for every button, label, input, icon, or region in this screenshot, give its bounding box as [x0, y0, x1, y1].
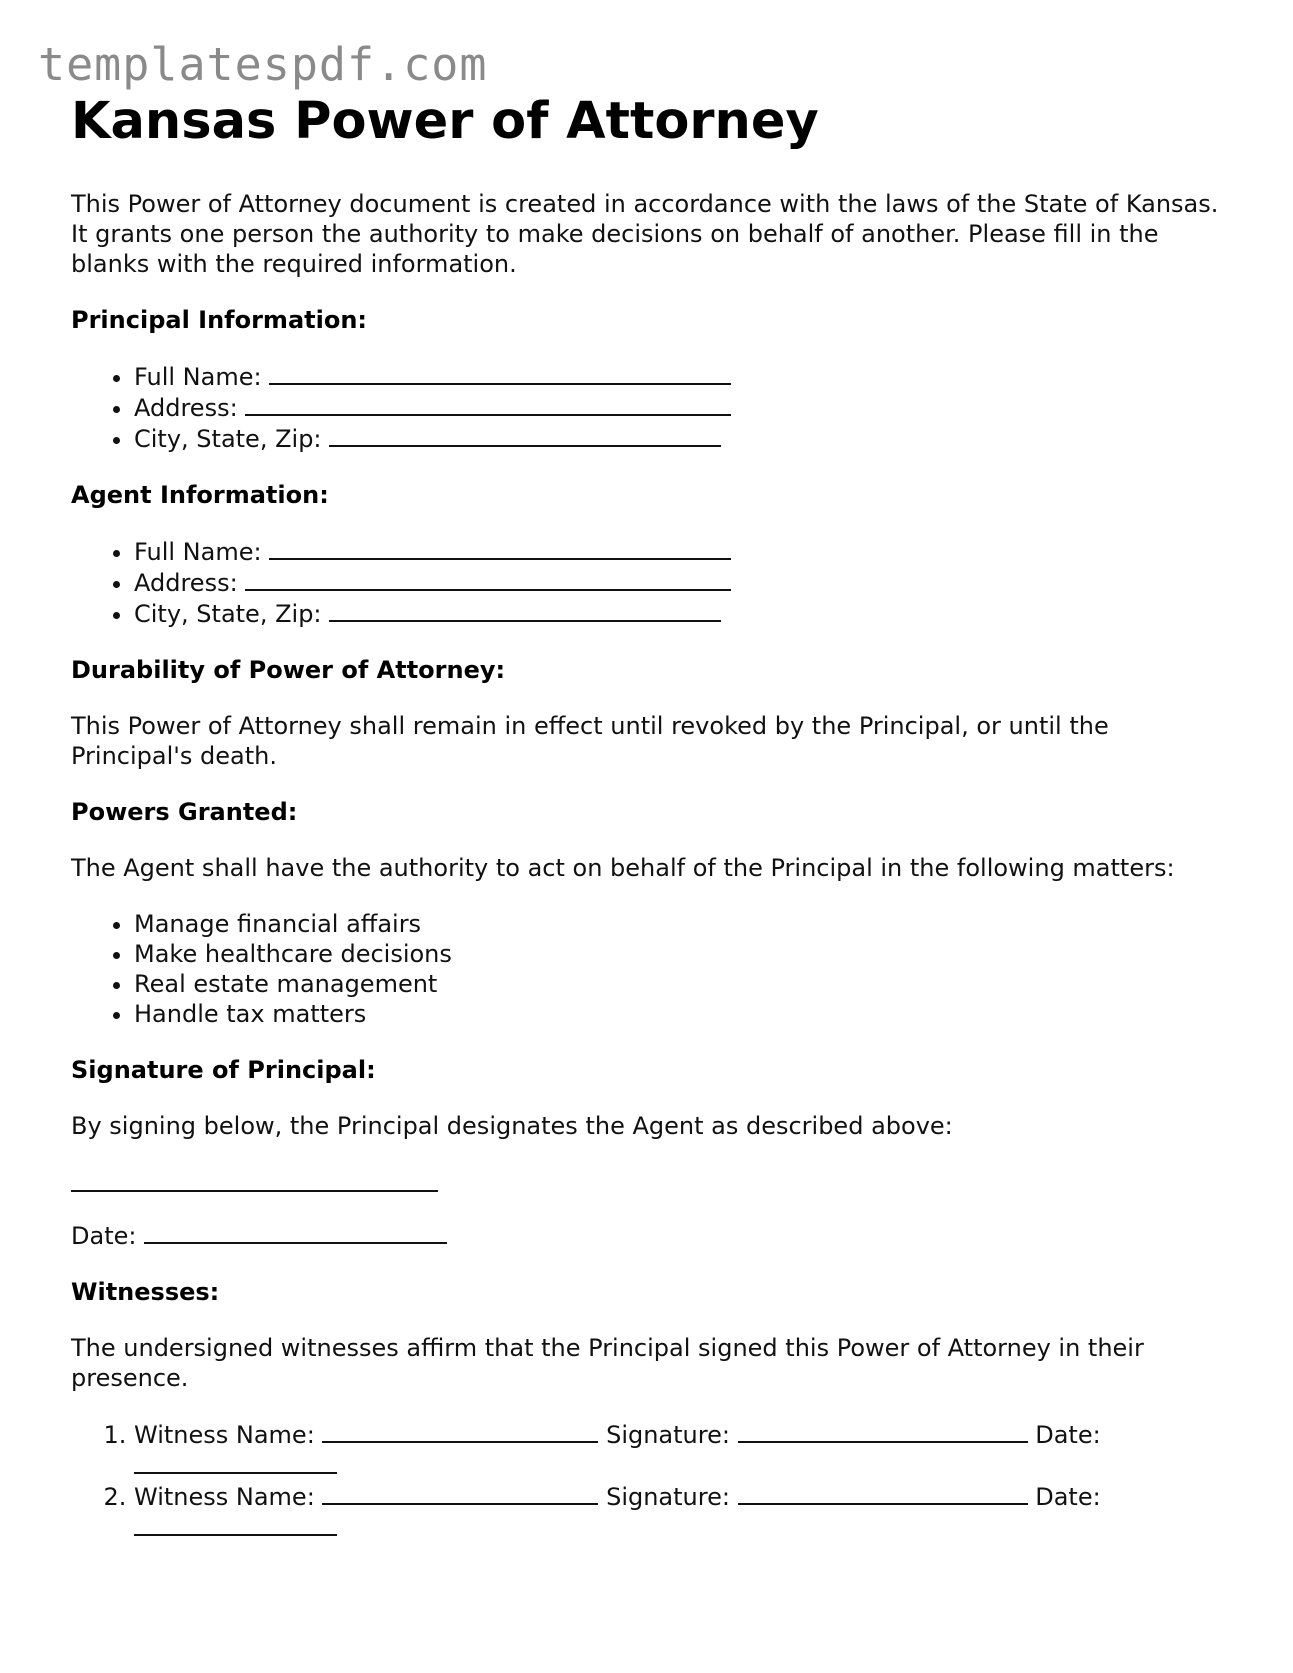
- powers-list: [71, 909, 1231, 1029]
- durability-text: This Power of Attorney shall remain in effect until revoked by the Principal, or until the Principal's death.: [71, 712, 1109, 770]
- principal-address: [134, 392, 1231, 423]
- field-label: City, State, Zip:: [134, 600, 322, 628]
- witness-2-date-blank[interactable]: [134, 1512, 337, 1536]
- witness-1-date-blank[interactable]: [134, 1450, 337, 1474]
- witness-list: [71, 1419, 1231, 1543]
- durability-heading: Durability of Power of Attorney:: [71, 656, 506, 684]
- powers-text: The Agent shall have the authority to act on behalf of the Principal in the following matters:: [71, 854, 1175, 882]
- principal-full-name-blank[interactable]: [269, 361, 731, 385]
- principal-date-blank[interactable]: [144, 1220, 447, 1244]
- principal-heading: Principal Information:: [71, 306, 368, 334]
- principal-full-name: [134, 361, 1231, 392]
- list-item: • Real estate management: [134, 969, 1231, 999]
- witness-name-label: Witness Name:: [134, 1483, 315, 1511]
- principal-signature-line[interactable]: [71, 1166, 438, 1192]
- field-label: Full Name:: [134, 538, 262, 566]
- witness-1-signature-blank[interactable]: [738, 1419, 1028, 1443]
- principal-city-state-zip: [134, 423, 1231, 454]
- witness-2-name-blank[interactable]: [322, 1481, 598, 1505]
- watermark: templatespdf.com: [38, 38, 488, 91]
- principal-address-blank[interactable]: [245, 392, 731, 416]
- agent-city-state-zip: [134, 598, 1231, 629]
- agent-fields: [71, 536, 1231, 629]
- signature-text: By signing below, the Principal designates the Agent as described above:: [71, 1112, 953, 1140]
- field-label: Address:: [134, 569, 238, 597]
- witness-row-2: [134, 1481, 1231, 1543]
- list-item: • Manage financial affairs: [134, 909, 1231, 939]
- agent-address-blank[interactable]: [245, 567, 731, 591]
- intro-paragraph: This Power of Attorney document is created in accordance with the laws of the State of Kansas. It grants one person the authority to make decisions on behalf of another. Please fill in the blanks with the required information.: [71, 190, 1219, 278]
- witnesses-heading: Witnesses:: [71, 1278, 220, 1306]
- document-page: [71, 86, 1231, 1543]
- witness-date-label: Date:: [1035, 1483, 1101, 1511]
- field-label: Full Name:: [134, 363, 262, 391]
- witness-signature-label: Signature:: [606, 1421, 730, 1449]
- agent-full-name-blank[interactable]: [269, 536, 731, 560]
- list-item: • Make healthcare decisions: [134, 939, 1231, 969]
- principal-city-state-zip-blank[interactable]: [329, 423, 721, 447]
- page-title: Kansas Power of Attorney: [71, 92, 819, 151]
- signature-heading: Signature of Principal:: [71, 1056, 376, 1084]
- field-label: Address:: [134, 394, 238, 422]
- agent-city-state-zip-blank[interactable]: [329, 598, 721, 622]
- witnesses-text: The undersigned witnesses affirm that the Principal signed this Power of Attorney in their presence.: [71, 1334, 1144, 1392]
- powers-heading: Powers Granted:: [71, 798, 298, 826]
- principal-date-row: [71, 1220, 1231, 1251]
- field-label: City, State, Zip:: [134, 425, 322, 453]
- agent-full-name: [134, 536, 1231, 567]
- witness-signature-label: Signature:: [606, 1483, 730, 1511]
- witness-date-label: Date:: [1035, 1421, 1101, 1449]
- witness-name-label: Witness Name:: [134, 1421, 315, 1449]
- principal-fields: [71, 361, 1231, 454]
- date-label: Date:: [71, 1222, 137, 1250]
- witness-2-signature-blank[interactable]: [738, 1481, 1028, 1505]
- witness-1-name-blank[interactable]: [322, 1419, 598, 1443]
- list-item: • Handle tax matters: [134, 999, 1231, 1029]
- principal-signature-row: [71, 1166, 1231, 1196]
- witness-row-1: [134, 1419, 1231, 1481]
- agent-address: [134, 567, 1231, 598]
- agent-heading: Agent Information:: [71, 481, 329, 509]
